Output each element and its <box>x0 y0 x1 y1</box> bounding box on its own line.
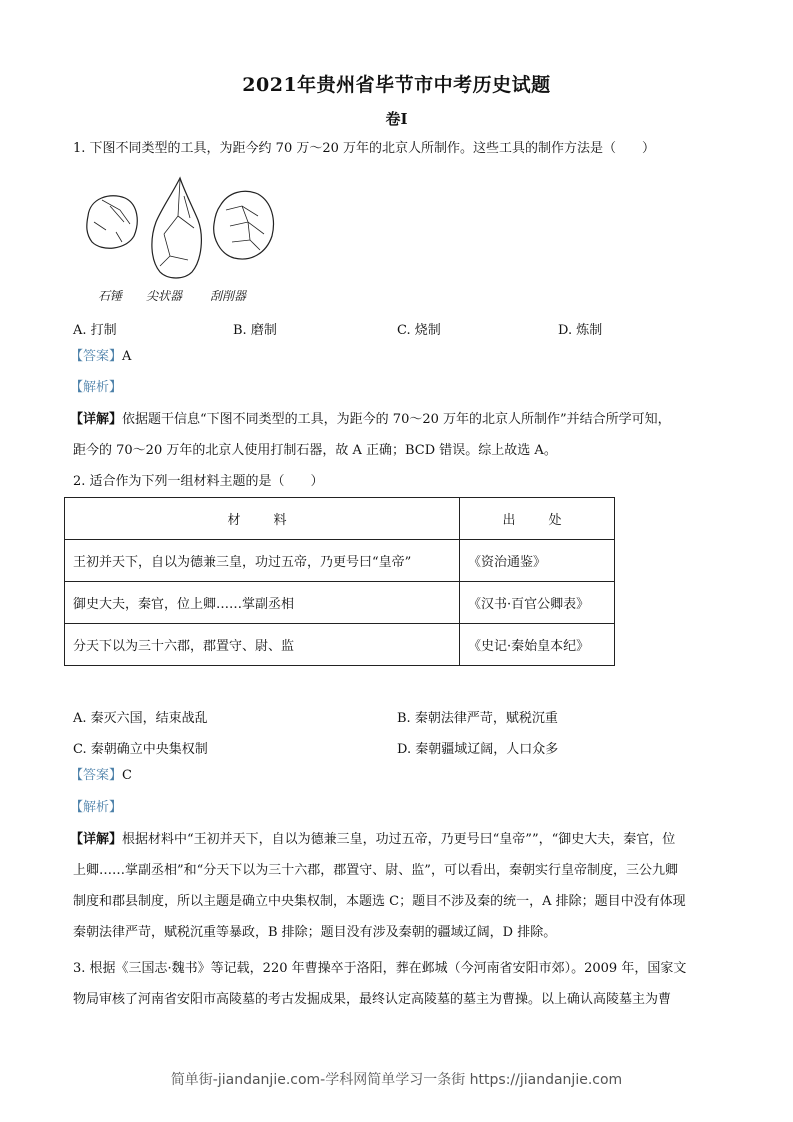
header-material: 材 料 <box>65 498 460 540</box>
caption-scraper: 刮削器 <box>210 289 247 303</box>
q2-detail-line-3: 制度和郡县制度，所以主题是确立中央集权制，本题选 C；题目不涉及秦的统一，A 排除；题目中没有体现 <box>73 894 686 909</box>
q2-option-b[interactable]: B. 秦朝法律严苛，赋税沉重 <box>397 711 558 726</box>
answer-value: A <box>122 349 132 364</box>
source-cell: 《史记·秦始皇本纪》 <box>460 624 615 666</box>
q3-stem-line-2: 物局审核了河南省安阳市高陵墓的考古发掘成果，最终认定高陵墓的墓主为曹操。以上确认高陵墓主为曹 <box>73 992 672 1007</box>
material-cell: 分天下以为三十六郡，郡置守、尉、监 <box>65 624 460 666</box>
answer-label: 【答案】 <box>70 768 123 783</box>
detail-label: 【详解】 <box>70 832 123 847</box>
q2-detail-line-1: 【详解】根据材料中“王初并天下，自以为德兼三皇，功过五帝，乃更号曰“皇帝””，“御史大夫，秦官，位 <box>70 832 676 847</box>
material-cell: 王初并天下，自以为德兼三皇，功过五帝，乃更号曰“皇帝” <box>65 540 460 582</box>
section-heading: 卷Ⅰ <box>385 110 408 128</box>
table-header-row <box>65 498 615 540</box>
q2-answer <box>70 768 132 784</box>
source-material-table <box>64 497 615 666</box>
q1-option-a[interactable]: A. 打制 <box>73 323 117 338</box>
stone-tools-illustration <box>80 176 280 286</box>
stone-tools-figure <box>80 176 280 306</box>
q1-detail-line-1: 【详解】依据题干信息“下图不同类型的工具，为距今的 70～20 万年的北京人所制作”并结合所学可知， <box>70 412 671 427</box>
table-row <box>65 582 615 624</box>
q2-stem: 2. 适合作为下列一组材料主题的是（ ） <box>73 474 324 489</box>
q1-answer <box>70 349 131 365</box>
caption-stone-hammer: 石锤 <box>98 289 123 303</box>
document-title: 2021年贵州省毕节市中考历史试题 <box>242 74 551 96</box>
detail-label: 【详解】 <box>70 412 123 427</box>
caption-pointed-tool: 尖状器 <box>146 289 183 303</box>
material-cell: 御史大夫，秦官，位上卿……掌副丞相 <box>65 582 460 624</box>
q3-stem-line-1: 3. 根据《三国志·魏书》等记载，220 年曹操卒于洛阳，葬在邺城（今河南省安阳市郊）。2009 年，国家文 <box>73 961 687 976</box>
table-row <box>65 540 615 582</box>
q1-analysis-label: 【解析】 <box>70 380 123 395</box>
table-row <box>65 624 615 666</box>
q2-analysis-label: 【解析】 <box>70 800 123 815</box>
q1-detail-line-2: 距今的 70～20 万年的北京人使用打制石器，故 A 正确；BCD 错误。综上故选 A。 <box>73 443 557 458</box>
q1-option-c[interactable]: C. 烧制 <box>397 323 441 338</box>
footer-watermark[interactable]: 简单街-jiandanjie.com-学科网简单学习一条街 https://jiandanjie.com <box>170 1072 623 1088</box>
q2-option-a[interactable]: A. 秦灭六国，结束战乱 <box>73 711 208 726</box>
q1-option-d[interactable]: D. 炼制 <box>558 323 603 338</box>
scraper-tool-icon <box>214 191 274 259</box>
header-source: 出 处 <box>460 498 615 540</box>
q2-option-c[interactable]: C. 秦朝确立中央集权制 <box>73 742 208 757</box>
answer-label: 【答案】 <box>70 349 123 364</box>
q2-detail-line-4: 秦朝法律严苛，赋税沉重等暴政，B 排除；题目没有涉及秦朝的疆域辽阔，D 排除。 <box>73 925 557 940</box>
source-cell: 《汉书·百官公卿表》 <box>460 582 615 624</box>
q2-detail-line-2: 上卿……掌副丞相”和“分天下以为三十六郡，郡置守、尉、监”，可以看出，秦朝实行皇帝制度，三公九卿 <box>73 863 678 878</box>
q2-option-d[interactable]: D. 秦朝疆域辽阔，人口众多 <box>397 742 559 757</box>
q1-stem: 1. 下图不同类型的工具，为距今约 70 万～20 万年的北京人所制作。这些工具的制作方法是（ ） <box>73 141 656 156</box>
answer-value: C <box>122 768 132 783</box>
source-cell: 《资治通鉴》 <box>460 540 615 582</box>
q1-option-b[interactable]: B. 磨制 <box>233 323 277 338</box>
